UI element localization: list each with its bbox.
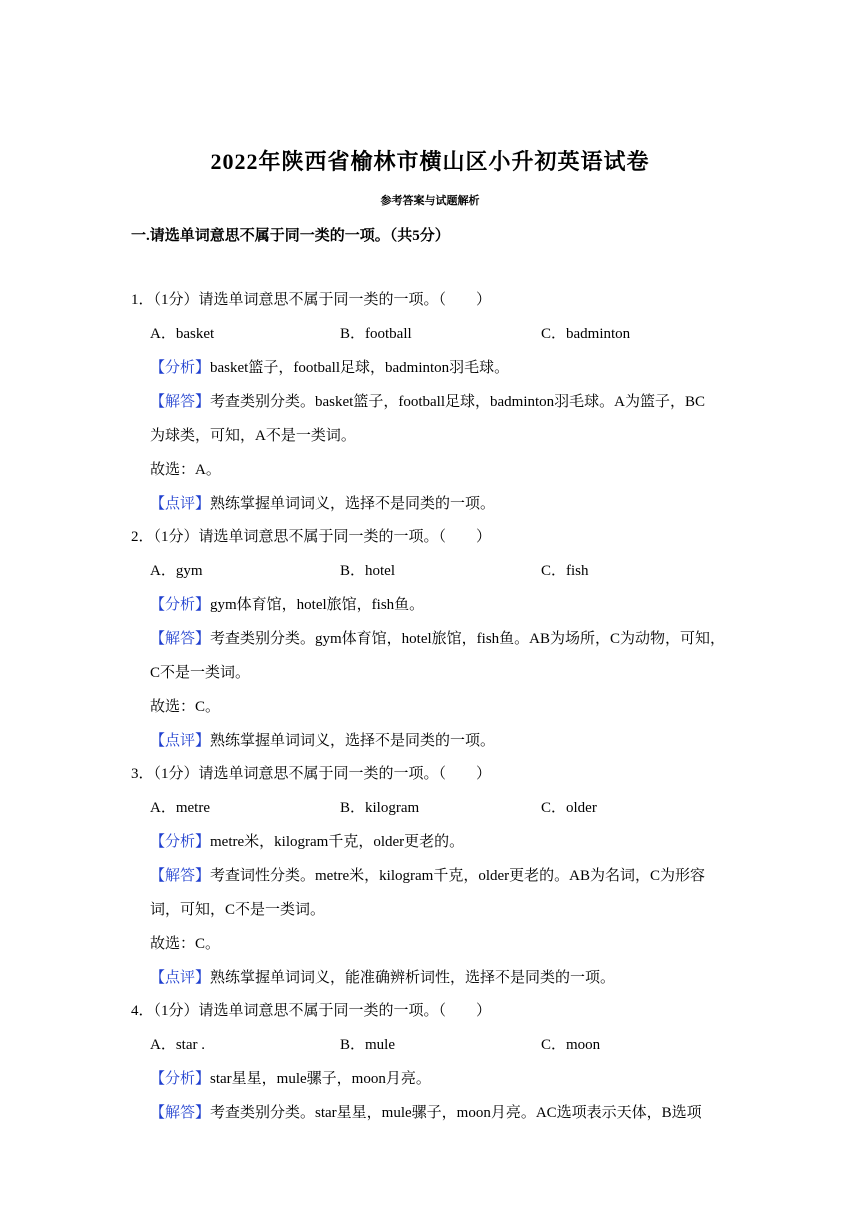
answer-tag: 【解答】: [150, 631, 211, 647]
comment-tag: 【点评】: [150, 496, 211, 512]
answer-tag: 【解答】: [150, 1105, 211, 1121]
answer-text: 考查类别分类。gym体育馆，hotel旅馆，fish鱼。AB为场所，C为动物，可知，: [210, 631, 726, 647]
comment-text: 熟练掌握单词词义，选择不是同类的一项。: [210, 496, 496, 512]
answer-text: 考查类别分类。basket篮子，football足球，badminton羽毛球。A为篮子，BC: [210, 394, 705, 410]
question-2-option-c: C．fish: [541, 563, 589, 579]
analysis-text: metre米，kilogram千克，older更老的。: [210, 834, 465, 850]
question-2-choice: 故选：C。: [150, 699, 221, 715]
document-subtitle: 参考答案与试题解析: [380, 195, 480, 207]
question-1-option-a: A．basket: [150, 326, 215, 342]
question-2-option-a: A．gym: [150, 563, 203, 579]
question-1-option-b: B．football: [340, 326, 412, 342]
question-3-choice: 故选：C。: [150, 936, 221, 952]
question-1-comment: [150, 494, 495, 514]
question-2-option-b: B．hotel: [340, 563, 395, 579]
answer-tag: 【解答】: [150, 394, 211, 410]
question-2-analysis: [150, 595, 424, 615]
question-4-analysis: [150, 1069, 431, 1089]
question-1-answer-cont: 为球类，可知，A不是一类词。: [150, 428, 356, 444]
section-heading: 一.请选单词意思不属于同一类的一项。（共5分）: [131, 228, 450, 244]
question-2-answer-cont: C不是一类词。: [150, 665, 251, 681]
question-4-option-a: A．star .: [150, 1037, 205, 1053]
question-3-option-c: C．older: [541, 800, 597, 816]
question-1-stem: 1．（1分）请选单词意思不属于同一类的一项。（ ）: [131, 292, 492, 308]
question-1-analysis: [150, 358, 509, 378]
question-3-analysis: [150, 832, 464, 852]
question-3-answer: [150, 866, 705, 886]
analysis-tag: 【分析】: [150, 360, 211, 376]
analysis-tag: 【分析】: [150, 1071, 211, 1087]
question-4-option-b: B．mule: [340, 1037, 395, 1053]
question-1-answer: [150, 392, 705, 412]
comment-text: 熟练掌握单词词义，能准确辨析词性，选择不是同类的一项。: [210, 970, 616, 986]
question-3-option-a: A．metre: [150, 800, 210, 816]
question-2-answer: [150, 629, 725, 649]
comment-text: 熟练掌握单词词义，选择不是同类的一项。: [210, 733, 496, 749]
question-3-option-b: B．kilogram: [340, 800, 420, 816]
answer-text: 考查词性分类。metre米，kilogram千克，older更老的。AB为名词，C为形容: [210, 868, 705, 884]
analysis-tag: 【分析】: [150, 834, 211, 850]
question-3-answer-cont: 词，可知，C不是一类词。: [150, 902, 326, 918]
question-3-stem: 3．（1分）请选单词意思不属于同一类的一项。（ ）: [131, 766, 492, 782]
question-4-option-c: C．moon: [541, 1037, 601, 1053]
question-1-choice: 故选：A。: [150, 462, 221, 478]
question-1-option-c: C．badminton: [541, 326, 631, 342]
analysis-tag: 【分析】: [150, 597, 211, 613]
analysis-text: star星星，mule骡子，moon月亮。: [210, 1071, 431, 1087]
question-2-stem: 2．（1分）请选单词意思不属于同一类的一项。（ ）: [131, 529, 492, 545]
comment-tag: 【点评】: [150, 733, 211, 749]
answer-text: 考查类别分类。star星星，mule骡子，moon月亮。AC选项表示天体，B选项: [210, 1105, 702, 1121]
question-4-stem: 4．（1分）请选单词意思不属于同一类的一项。（ ）: [131, 1003, 492, 1019]
answer-tag: 【解答】: [150, 868, 211, 884]
question-4-answer: [150, 1103, 702, 1123]
comment-tag: 【点评】: [150, 970, 211, 986]
question-3-comment: [150, 968, 615, 988]
analysis-text: gym体育馆，hotel旅馆，fish鱼。: [210, 597, 425, 613]
analysis-text: basket篮子，football足球，badminton羽毛球。: [210, 360, 510, 376]
document-title: 2022年陕西省榆林市横山区小升初英语试卷: [210, 149, 650, 174]
question-2-comment: [150, 731, 495, 751]
